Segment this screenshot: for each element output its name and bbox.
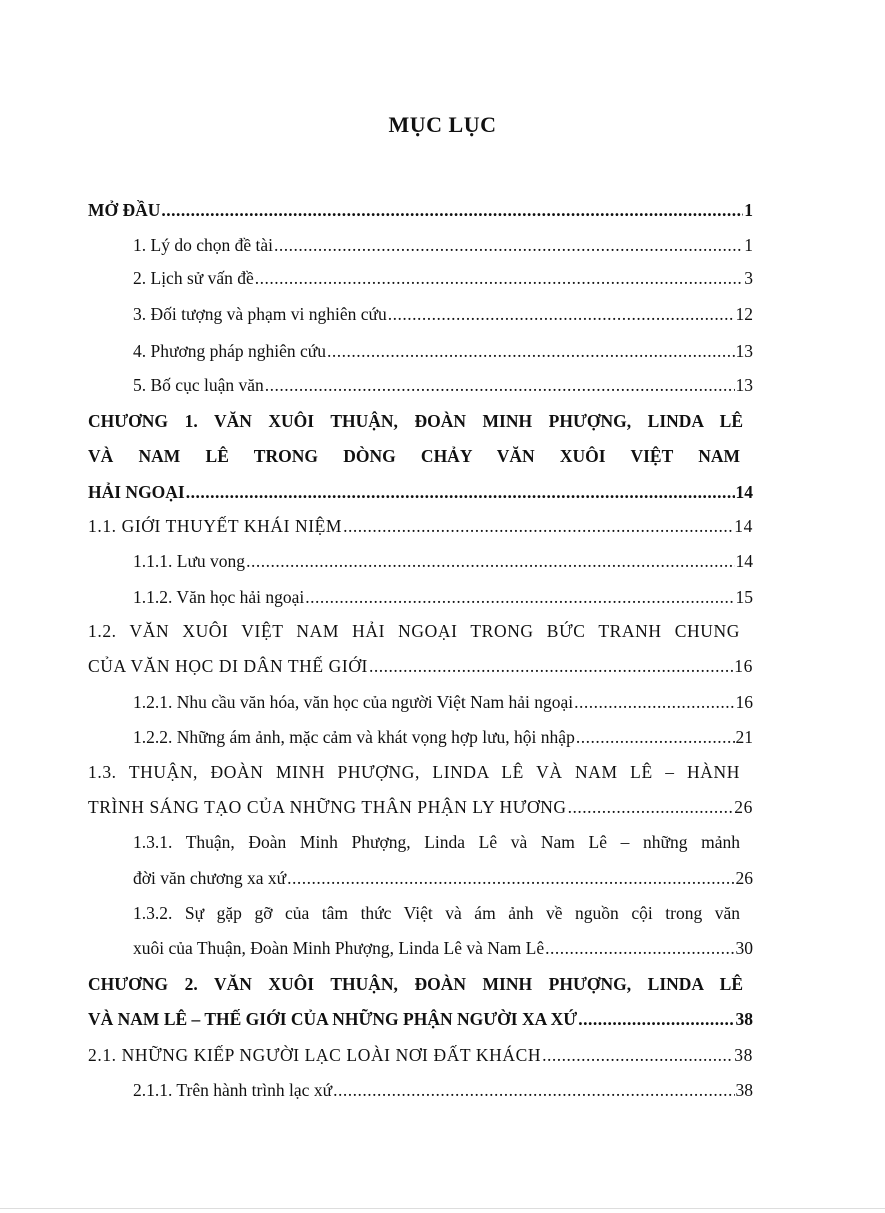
leader-dots xyxy=(161,200,743,221)
toc-page-number: 38 xyxy=(735,1080,753,1100)
toc-page-number: 1 xyxy=(744,235,753,255)
toc-entry-label: 1.1.2. Văn học hải ngoại xyxy=(133,587,305,607)
toc-entry-1-3-1[interactable] xyxy=(133,868,753,889)
leader-dots xyxy=(542,1045,733,1066)
toc-entry-section-1-2[interactable] xyxy=(88,656,753,677)
toc-entry-label: VÀ NAM LÊ – THẾ GIỚI CỦA NHỮNG PHẬN NGƯỜI XA XỨ xyxy=(88,1009,578,1029)
toc-entry-chapter-1[interactable] xyxy=(88,482,753,503)
toc-entry-label: CỦA VĂN HỌC DI DÂN THẾ GIỚI xyxy=(88,656,368,676)
toc-page-number: 13 xyxy=(735,341,753,361)
leader-dots xyxy=(576,727,735,748)
toc-entry[interactable] xyxy=(133,304,753,325)
toc-entry[interactable] xyxy=(133,268,753,289)
toc-entry-1-3-1-line-1[interactable]: 1.3.1. Thuận, Đoàn Minh Phượng, Linda Lê và Nam Lê – những mảnh xyxy=(133,832,740,852)
page-bottom-edge xyxy=(0,1208,885,1209)
toc-entry-label: xuôi của Thuận, Đoàn Minh Phượng, Linda Lê và Nam Lê xyxy=(133,938,545,958)
toc-entry[interactable] xyxy=(133,1080,753,1101)
leader-dots xyxy=(388,304,735,325)
toc-entry-label: 1. Lý do chọn đề tài xyxy=(133,235,273,255)
leader-dots xyxy=(568,797,734,818)
toc-entry[interactable] xyxy=(133,341,753,362)
toc-entry-label: 2.1.1. Trên hành trình lạc xứ xyxy=(133,1080,333,1100)
toc-page-number: 16 xyxy=(734,656,753,676)
toc-entry-label: TRÌNH SÁNG TẠO CỦA NHỮNG THÂN PHẬN LY HƯƠNG xyxy=(88,797,567,817)
toc-page-number: 14 xyxy=(734,516,753,536)
toc-entry-1-3-2-line-1[interactable]: 1.3.2. Sự gặp gỡ của tâm thức Việt và ám ảnh về nguồn cội trong văn xyxy=(133,903,740,923)
toc-entry-section-1-1[interactable] xyxy=(88,516,753,537)
toc-entry-section-1-3[interactable] xyxy=(88,797,753,818)
toc-entry[interactable] xyxy=(133,375,753,396)
toc-entry[interactable] xyxy=(133,587,753,608)
leader-dots xyxy=(246,551,734,572)
toc-entry-chapter-1-line-1[interactable]: CHƯƠNG 1. VĂN XUÔI THUẬN, ĐOÀN MINH PHƯỢNG, LINDA LÊ xyxy=(88,411,743,431)
leader-dots xyxy=(343,516,733,537)
page-title: MỤC LỤC xyxy=(388,112,497,137)
toc-page-number: 26 xyxy=(734,797,753,817)
leader-dots xyxy=(305,587,734,608)
leader-dots xyxy=(578,1009,734,1030)
toc-entry-label: 1.2.2. Những ám ảnh, mặc cảm và khát vọng hợp lưu, hội nhập xyxy=(133,727,575,747)
toc-page-number: 38 xyxy=(734,1045,753,1065)
toc-entry-label: 2.1. NHỮNG KIẾP NGƯỜI LẠC LOÀI NƠI ĐẤT KHÁCH xyxy=(88,1045,542,1065)
toc-page-number: 38 xyxy=(735,1009,753,1029)
toc-entry-section-2-1[interactable] xyxy=(88,1045,753,1066)
toc-entry[interactable] xyxy=(133,727,753,748)
toc-page-number: 26 xyxy=(735,868,753,888)
leader-dots xyxy=(333,1080,734,1101)
toc-entry[interactable] xyxy=(133,692,753,713)
leader-dots xyxy=(265,375,735,396)
toc-entry[interactable] xyxy=(133,551,753,572)
toc-entry-section-1-2-line-1[interactable]: 1.2. VĂN XUÔI VIỆT NAM HẢI NGOẠI TRONG BỨC TRANH CHUNG xyxy=(88,621,740,641)
toc-entry-mo-dau[interactable] xyxy=(88,200,753,221)
toc-page-number: 14 xyxy=(735,482,753,502)
toc-page-number: 3 xyxy=(744,268,753,288)
leader-dots xyxy=(186,482,735,503)
toc-entry-1-3-2[interactable] xyxy=(133,938,753,959)
leader-dots xyxy=(545,938,734,959)
toc-entry-section-1-3-line-1[interactable]: 1.3. THUẬN, ĐOÀN MINH PHƯỢNG, LINDA LÊ VÀ NAM LÊ – HÀNH xyxy=(88,762,740,782)
toc-entry-label: 3. Đối tượng và phạm vi nghiên cứu xyxy=(133,304,387,324)
toc-entry-label: 1.1. GIỚI THUYẾT KHÁI NIỆM xyxy=(88,516,343,536)
toc-entry[interactable] xyxy=(133,235,753,256)
leader-dots xyxy=(369,656,733,677)
toc-page-number: 14 xyxy=(735,551,753,571)
leader-dots xyxy=(327,341,735,362)
toc-page-number: 13 xyxy=(735,375,753,395)
leader-dots xyxy=(274,235,743,256)
toc-entry-chapter-1-line-2[interactable]: VÀ NAM LÊ TRONG DÒNG CHẢY VĂN XUÔI VIỆT NAM xyxy=(88,446,740,466)
leader-dots xyxy=(287,868,734,889)
toc-entry-label: HẢI NGOẠI xyxy=(88,482,185,502)
toc-entry-label: MỞ ĐẦU xyxy=(88,200,161,220)
leader-dots xyxy=(574,692,734,713)
toc-entry-label: 2. Lịch sử vấn đề xyxy=(133,268,254,288)
toc-page-number: 15 xyxy=(735,587,753,607)
toc-entry-label: 1.2.1. Nhu cầu văn hóa, văn học của người Việt Nam hải ngoại xyxy=(133,692,574,712)
toc-page-number: 1 xyxy=(744,200,753,220)
toc-page-number: 12 xyxy=(735,304,753,324)
toc-entry-chapter-2[interactable] xyxy=(88,1009,753,1030)
toc-entry-label: đời văn chương xa xứ xyxy=(133,868,287,888)
toc-entry-label: 4. Phương pháp nghiên cứu xyxy=(133,341,326,361)
toc-page-number: 30 xyxy=(735,938,753,958)
leader-dots xyxy=(255,268,743,289)
toc-entry-label: 5. Bố cục luận văn xyxy=(133,375,264,395)
toc-entry-chapter-2-line-1[interactable]: CHƯƠNG 2. VĂN XUÔI THUẬN, ĐOÀN MINH PHƯỢNG, LINDA LÊ xyxy=(88,974,743,994)
toc-page-number: 21 xyxy=(735,727,753,747)
toc-entry-label: 1.1.1. Lưu vong xyxy=(133,551,246,571)
toc-page-number: 16 xyxy=(735,692,753,712)
